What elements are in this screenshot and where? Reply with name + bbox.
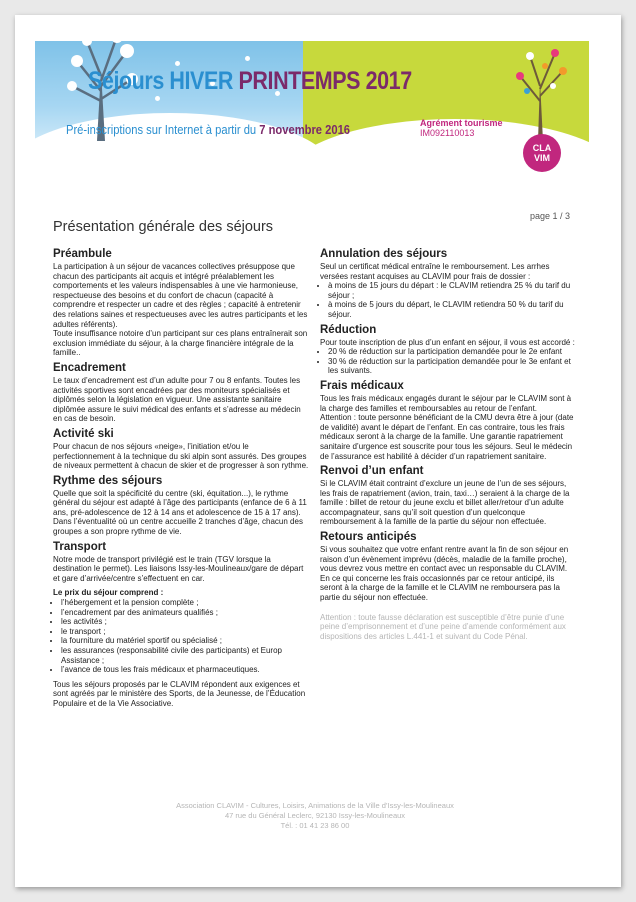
transport-text: Notre mode de transport privilégié est le train (TGV lorsque la destination le permet). Les liaisons Issy-les-Moulineaux/gare de départ et gare d’arrivée/centre s’effectuent en car. (53, 554, 304, 583)
approval-code: IM092110013 (420, 128, 475, 138)
page-title (88, 67, 412, 96)
approval-text: Tous les séjours proposés par le CLAVIM répondent aux exigences et sont agréés par le ministère des Sports, de la Jeunesse, de l’Éducation Populaire et de la Vie Associative. (53, 679, 306, 708)
section-heading: Présentation générale des séjours (53, 219, 274, 235)
footer-line: Association CLAVIM - Cultures, Loisirs, Animations de la Ville d’Issy-les-Moulineaux (176, 801, 454, 810)
footer-line: 47 rue du Général Leclerc, 92130 Issy-les-Moulineaux (224, 811, 406, 820)
retours-text: Si vous souhaitez que votre enfant rentre avant la fin de son séjour en raison d’un évènement imprévu (décès, maladie de la famille proche), vous devrez vous mettre en contact avec un responsable du CLAVIM. En ce qui concerne les frais occasionnés par ce retour anticipé, ils seront à la charge de la famille et le CLAVIM ne remboursera pas la partie du séjour non effectuée. (320, 545, 569, 603)
annulation-list (320, 281, 578, 319)
list-item: • 30 % de réduction sur la participation demandée pour le 3e enfant et les suivants. (328, 357, 578, 376)
right-column (320, 244, 578, 641)
annulation-title: Annulation des séjours (320, 248, 448, 260)
snowflake (245, 56, 250, 61)
frais-text-2: Attention : toute personne bénéficiant de la CMU devra être à jour (date de validité) avant le départ de l’enfant. En cas contraire, tous les frais médicaux seront à la charge de la famille. Une garantie rapatriement sanitaire d’urgence est souscrite pour tous les séjours. Seul le médecin de l’assurance est habilité à décider d’un rapatriement sanitaire. (320, 413, 574, 461)
clavim-logo (523, 134, 561, 172)
list-item: • 20 % de réduction sur la participation demandée pour le 2e enfant (328, 347, 578, 357)
reduction-text: Pour toute inscription de plus d’un enfant en séjour, il vous est accordé : (320, 337, 575, 347)
page-number: page 1 / 3 (530, 211, 571, 221)
reduction-list (320, 347, 578, 376)
snowflake (175, 61, 180, 66)
logo-text-2: VIM (533, 153, 550, 163)
list-item: • à moins de 5 jours du départ, le CLAVIM retiendra 50 % du tarif du séjour. (328, 300, 578, 319)
list-item: • les assurances (responsabilité civile des participants) et Europ Assistance ; (61, 646, 311, 665)
title-spring: PRINTEMPS 2017 (238, 67, 412, 95)
approval-label: Agrément tourisme (420, 118, 503, 128)
preambule-text-2: Toute insuffisance notoire d’un participant sur ces plans entraînerait son exclusion immédiate du séjour, à la charge financière intégrale de la famille.. (53, 329, 308, 358)
annulation-text: Seul un certificat médical entraîne le remboursement. Les arrhes versées restant acquises au CLAVIM pour frais de dossier : (320, 262, 550, 281)
title-winter: Séjours HIVER (88, 67, 233, 95)
blossom-tree-icon (505, 41, 575, 141)
list-item: • l’encadrement par des animateurs qualifiés ; (61, 608, 311, 618)
list-item: • l’hébergement et la pension complète ; (61, 598, 311, 608)
preregistration-text: Pré-inscriptions sur Internet à partir du (66, 122, 257, 137)
footer-address (120, 801, 510, 831)
list-item: • les activités ; (61, 617, 311, 627)
transport-title: Transport (53, 540, 107, 553)
price-includes-title: Le prix du séjour comprend : (53, 588, 164, 598)
list-item: • à moins de 15 jours du départ : le CLAVIM retiendra 25 % du tarif du séjour ; (328, 281, 578, 300)
header-banner (35, 41, 589, 159)
list-item: • l’avance de tous les frais médicaux et pharmaceutiques. (61, 665, 311, 675)
legal-warning: Attention : toute fausse déclaration est susceptible d’être punie d’une peine d’emprisonnement et d’une peine d’amende conformément aux dispositions des articles L.441-1 et suivant du Code Pénal. (320, 612, 566, 641)
rythme-text: Quelle que soit la spécificité du centre (ski, équitation...), le rythme général du séjour est adapté à l’âge des participants (enfance de 6 à 11 ans, pré-adolescence de 12 à 14 ans et adolescence de 15 à 17 ans). Dans l’éventualité où un centre accueille 2 tranches d’âge, chacun des groupes a son propre rythme de vie. (53, 488, 307, 537)
left-column (53, 244, 311, 709)
renvoi-title: Renvoi d’un enfant (320, 465, 424, 478)
list-item: • la fourniture du matériel sportif ou spécialisé ; (61, 636, 311, 646)
snowflake (155, 96, 160, 101)
footer-line: Tél. : 01 41 23 86 00 (280, 821, 350, 830)
price-includes-list (53, 598, 311, 675)
preregistration-date: 7 novembre 2016 (259, 122, 351, 137)
frais-title: Frais médicaux (320, 379, 404, 392)
tourism-approval (420, 118, 503, 138)
encadrement-title: Encadrement (53, 361, 126, 374)
preambule-title: Préambule (53, 248, 112, 260)
frais-text: Tous les frais médicaux engagés durant le séjour par le CLAVIM sont à la charge des familles et remboursables au retour de l’enfant. (320, 393, 572, 413)
list-item: • le transport ; (61, 627, 311, 637)
ski-title: Activité ski (53, 427, 114, 440)
retours-title: Retours anticipés (320, 531, 417, 544)
ski-text: Pour chacun de nos séjours «neige», l’initiation et/ou le perfectionnement à la technique du ski alpin sont assurés. Des groupes de niveaux permettent à chacun de skier et de progresser à son rythme. (53, 441, 309, 471)
reduction-title: Réduction (320, 323, 377, 336)
encadrement-text: Le taux d’encadrement est d’un adulte pour 7 ou 8 enfants. Toutes les activités sportives sont encadrées par des moniteurs spécialisés et diplômés selon la législation en vigueur. Une assistante sanitaire diplômée assure le suivi médical des enfants et s’adresse au médecin en cas de besoin. (53, 375, 301, 424)
preregistration-line (66, 122, 350, 137)
preambule-text: La participation à un séjour de vacances collectives présuppose que chacun des participants ait acquis et intégré préalablement les comportements et les valeurs indispensables à une vie harmonieuse, respectueuse des besoins et du confort de chacun (capacité à comprendre et respecter un cadre et des règles ; capacité à entretenir des relations saines et respectueuses avec les autres participants et les adultes référents). (53, 262, 308, 329)
logo-text-1: CLA (532, 143, 552, 153)
renvoi-text: Si le CLAVIM était contraint d’exclure un jeune de l’un de ses séjours, les frais de rapatriement (avion, train, taxi…) seraient à la charge de la famille : billet de retour du jeune exclu et billet aller/retour d’un adulte accompagnateur, sans qu’il soit question d’un quelconque remboursement à la famille de la partie du séjour non effectuée. (320, 479, 570, 527)
rythme-title: Rythme des séjours (53, 474, 163, 487)
